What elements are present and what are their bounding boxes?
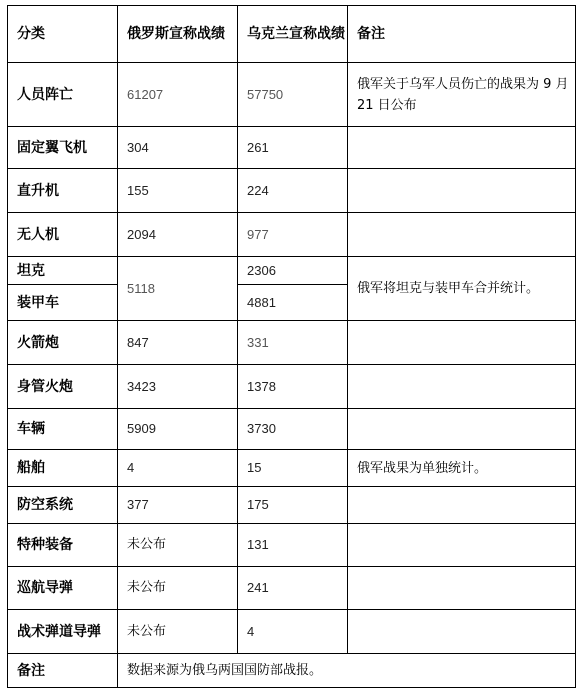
russia-value: 2094 [118, 213, 238, 257]
table-row [8, 169, 576, 213]
row-note: 俄军战果为单独统计。 [348, 450, 576, 487]
ukraine-value: 4 [238, 610, 348, 654]
header-russia: 俄罗斯宣称战绩 [118, 6, 238, 63]
table-row [8, 409, 576, 450]
ukraine-value: 261 [238, 127, 348, 169]
row-label: 装甲车 [8, 285, 118, 321]
row-note [348, 487, 576, 524]
russia-value: 未公布 [118, 610, 238, 654]
table-row [8, 321, 576, 365]
row-note [348, 365, 576, 409]
ukraine-value: 1378 [238, 365, 348, 409]
ukraine-value: 57750 [238, 63, 348, 127]
table-row [8, 257, 576, 285]
row-note [348, 567, 576, 610]
ukraine-value: 224 [238, 169, 348, 213]
header-row [8, 6, 576, 63]
row-label: 固定翼飞机 [8, 127, 118, 169]
table-row [8, 365, 576, 409]
table-row [8, 567, 576, 610]
russia-value: 61207 [118, 63, 238, 127]
row-label: 火箭炮 [8, 321, 118, 365]
table-row [8, 450, 576, 487]
table-row [8, 213, 576, 257]
russia-value: 未公布 [118, 524, 238, 567]
ukraine-value: 2306 [238, 257, 348, 285]
footer-text: 数据来源为俄乌两国国防部战报。 [118, 654, 576, 688]
russia-value: 5909 [118, 409, 238, 450]
table-row [8, 127, 576, 169]
ukraine-value: 977 [238, 213, 348, 257]
footer-label: 备注 [8, 654, 118, 688]
row-label: 身管火炮 [8, 365, 118, 409]
table-row [8, 63, 576, 127]
row-label: 坦克 [8, 257, 118, 285]
row-note: 俄军关于乌军人员伤亡的战果为 9 月 21 日公布 [348, 63, 576, 127]
row-label: 巡航导弹 [8, 567, 118, 610]
row-note-merged: 俄军将坦克与装甲车合并统计。 [348, 257, 576, 321]
row-note [348, 127, 576, 169]
row-label: 战术弹道导弹 [8, 610, 118, 654]
row-label: 车辆 [8, 409, 118, 450]
header-category: 分类 [8, 6, 118, 63]
row-label: 特种装备 [8, 524, 118, 567]
ukraine-value: 175 [238, 487, 348, 524]
russia-value: 155 [118, 169, 238, 213]
russia-value: 847 [118, 321, 238, 365]
ukraine-value: 331 [238, 321, 348, 365]
row-note [348, 610, 576, 654]
russia-value: 3423 [118, 365, 238, 409]
row-note [348, 321, 576, 365]
row-note [348, 169, 576, 213]
ukraine-value: 241 [238, 567, 348, 610]
row-label: 防空系统 [8, 487, 118, 524]
row-note [348, 524, 576, 567]
row-note [348, 409, 576, 450]
table-row [8, 487, 576, 524]
row-note [348, 213, 576, 257]
header-ukraine: 乌克兰宣称战绩 [238, 6, 348, 63]
russia-value: 4 [118, 450, 238, 487]
russia-value-merged: 5118 [118, 257, 238, 321]
row-label: 船舶 [8, 450, 118, 487]
russia-value: 304 [118, 127, 238, 169]
table-row [8, 524, 576, 567]
table-row [8, 610, 576, 654]
losses-table [7, 5, 576, 688]
row-label: 直升机 [8, 169, 118, 213]
russia-value: 377 [118, 487, 238, 524]
ukraine-value: 4881 [238, 285, 348, 321]
ukraine-value: 3730 [238, 409, 348, 450]
ukraine-value: 131 [238, 524, 348, 567]
header-notes: 备注 [348, 6, 576, 63]
ukraine-value: 15 [238, 450, 348, 487]
footer-row [8, 654, 576, 688]
russia-value: 未公布 [118, 567, 238, 610]
row-label: 无人机 [8, 213, 118, 257]
row-label: 人员阵亡 [8, 63, 118, 127]
